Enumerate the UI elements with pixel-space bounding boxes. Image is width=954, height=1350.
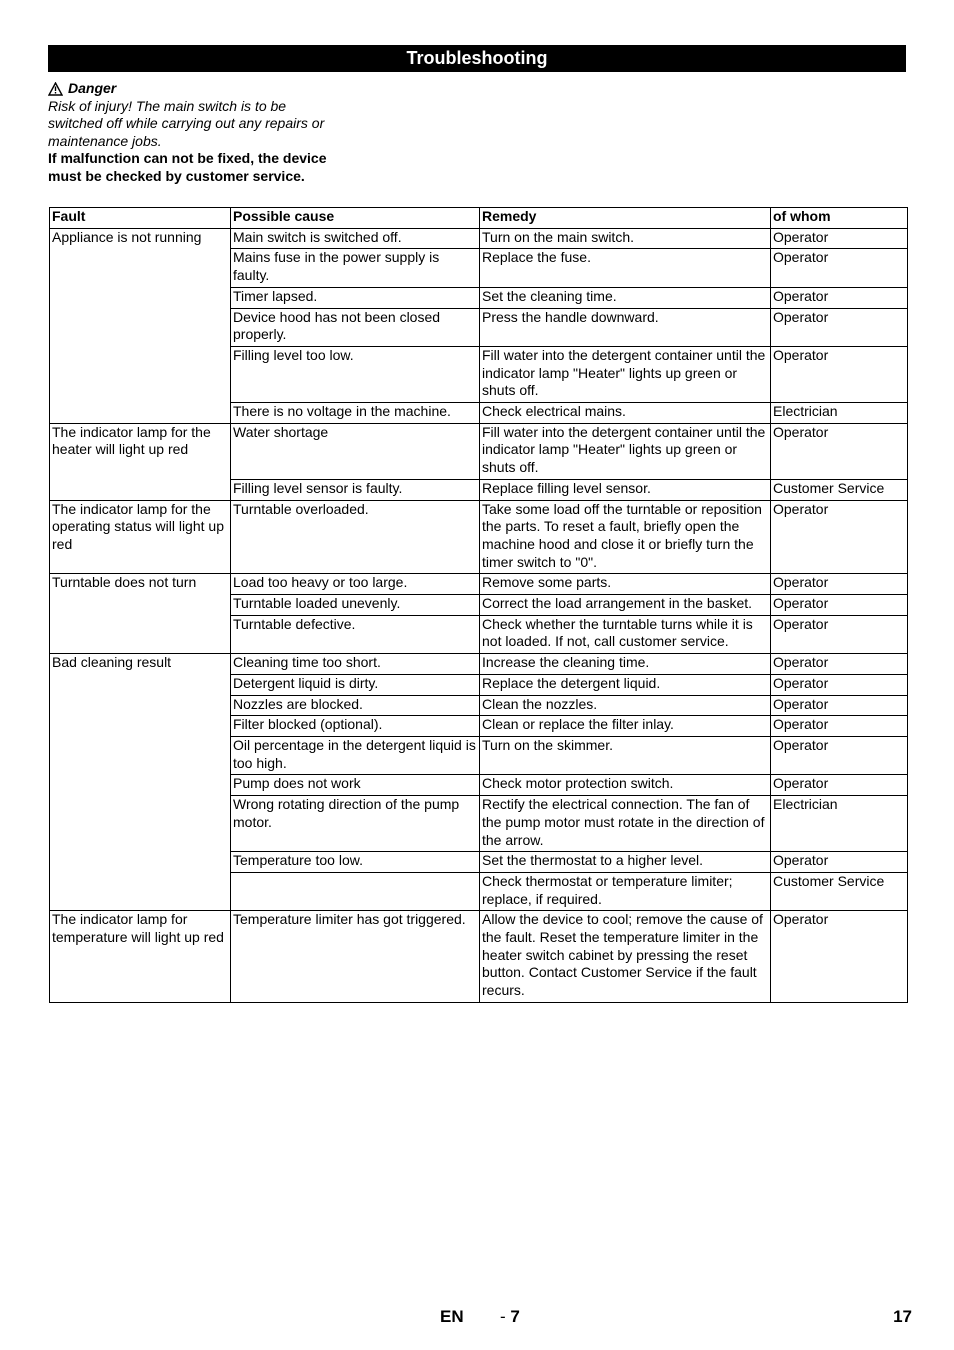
fault-cell: The indicator lamp for the operating status will light up red (50, 500, 231, 574)
cause-cell: Temperature limiter has got triggered. (231, 911, 480, 1003)
table-row (50, 423, 908, 479)
service-note: If malfunction can not be fixed, the device must be checked by customer service. (48, 150, 327, 184)
cause-cell: Temperature too low. (231, 852, 480, 873)
remedy-cell: Check motor protection switch. (480, 775, 771, 796)
who-cell: Operator (771, 574, 908, 595)
troubleshooting-table (49, 207, 908, 1003)
cause-cell: Device hood has not been closed properly. (231, 308, 480, 346)
remedy-cell: Allow the device to cool; remove the cause of the fault. Reset the temperature limiter in the heater switch cabinet by pressing the reset button. Contact Customer Service if the fault recurs. (480, 911, 771, 1003)
who-cell: Operator (771, 736, 908, 774)
cause-cell: Nozzles are blocked. (231, 695, 480, 716)
table-header-row (50, 208, 908, 229)
warning-triangle-icon (48, 82, 63, 96)
who-cell: Operator (771, 595, 908, 616)
who-cell: Operator (771, 716, 908, 737)
who-cell: Operator (771, 228, 908, 249)
remedy-cell: Rectify the electrical connection. The fan of the pump motor must rotate in the direction of the arrow. (480, 796, 771, 852)
cause-cell: Wrong rotating direction of the pump motor. (231, 796, 480, 852)
cause-cell: Detergent liquid is dirty. (231, 674, 480, 695)
cause-cell: Cleaning time too short. (231, 654, 480, 675)
remedy-cell: Check whether the turntable turns while it is not loaded. If not, call customer service. (480, 615, 771, 653)
who-cell: Operator (771, 249, 908, 287)
cause-cell: Filling level too low. (231, 346, 480, 402)
remedy-cell: Clean or replace the filter inlay. (480, 716, 771, 737)
danger-text: Risk of injury! The main switch is to be switched off while carrying out any repairs or maintenance jobs. (48, 97, 325, 149)
cause-cell: Timer lapsed. (231, 287, 480, 308)
remedy-cell: Turn on the skimmer. (480, 736, 771, 774)
danger-notice (48, 80, 338, 185)
table-row (50, 911, 908, 1003)
section-title: Troubleshooting (48, 45, 906, 72)
remedy-cell: Set the thermostat to a higher level. (480, 852, 771, 873)
who-cell: Operator (771, 674, 908, 695)
remedy-cell: Increase the cleaning time. (480, 654, 771, 675)
cause-cell (231, 872, 480, 910)
who-cell: Electrician (771, 403, 908, 424)
header-who: of whom (771, 208, 908, 229)
who-cell: Operator (771, 308, 908, 346)
cause-cell: Turntable loaded unevenly. (231, 595, 480, 616)
table-row (50, 574, 908, 595)
table-row (50, 500, 908, 574)
who-cell: Operator (771, 695, 908, 716)
who-cell: Customer Service (771, 872, 908, 910)
footer-page-sub-number: 7 (510, 1307, 520, 1326)
remedy-cell: Replace the fuse. (480, 249, 771, 287)
who-cell: Operator (771, 654, 908, 675)
who-cell: Operator (771, 615, 908, 653)
table-row (50, 228, 908, 249)
fault-cell: Turntable does not turn (50, 574, 231, 654)
footer-page-number: 17 (893, 1307, 912, 1326)
fault-cell: Appliance is not running (50, 228, 231, 423)
footer-dash: - (500, 1307, 506, 1326)
cause-cell: Filling level sensor is faulty. (231, 479, 480, 500)
cause-cell: Main switch is switched off. (231, 228, 480, 249)
remedy-cell: Replace the detergent liquid. (480, 674, 771, 695)
who-cell: Operator (771, 852, 908, 873)
remedy-cell: Turn on the main switch. (480, 228, 771, 249)
who-cell: Operator (771, 346, 908, 402)
footer-language: EN (440, 1307, 464, 1326)
cause-cell: There is no voltage in the machine. (231, 403, 480, 424)
remedy-cell: Check electrical mains. (480, 403, 771, 424)
remedy-cell: Fill water into the detergent container until the indicator lamp "Heater" lights up green or shuts off. (480, 423, 771, 479)
who-cell: Customer Service (771, 479, 908, 500)
danger-label: Danger (68, 80, 117, 96)
who-cell: Operator (771, 500, 908, 574)
header-fault: Fault (50, 208, 231, 229)
table-row (50, 654, 908, 675)
who-cell: Operator (771, 287, 908, 308)
cause-cell: Pump does not work (231, 775, 480, 796)
cause-cell: Water shortage (231, 423, 480, 479)
footer-page-sub (500, 1307, 520, 1327)
remedy-cell: Clean the nozzles. (480, 695, 771, 716)
cause-cell: Mains fuse in the power supply is faulty. (231, 249, 480, 287)
header-remedy: Remedy (480, 208, 771, 229)
cause-cell: Turntable defective. (231, 615, 480, 653)
remedy-cell: Press the handle downward. (480, 308, 771, 346)
who-cell: Operator (771, 423, 908, 479)
cause-cell: Load too heavy or too large. (231, 574, 480, 595)
cause-cell: Filter blocked (optional). (231, 716, 480, 737)
remedy-cell: Set the cleaning time. (480, 287, 771, 308)
danger-heading (48, 80, 338, 98)
who-cell: Operator (771, 775, 908, 796)
who-cell: Electrician (771, 796, 908, 852)
remedy-cell: Check thermostat or temperature limiter; replace, if required. (480, 872, 771, 910)
fault-cell: The indicator lamp for the heater will light up red (50, 423, 231, 500)
fault-cell: Bad cleaning result (50, 654, 231, 911)
who-cell: Operator (771, 911, 908, 1003)
remedy-cell: Replace filling level sensor. (480, 479, 771, 500)
remedy-cell: Fill water into the detergent container until the indicator lamp "Heater" lights up green or shuts off. (480, 346, 771, 402)
remedy-cell: Remove some parts. (480, 574, 771, 595)
header-cause: Possible cause (231, 208, 480, 229)
cause-cell: Turntable overloaded. (231, 500, 480, 574)
cause-cell: Oil percentage in the detergent liquid is too high. (231, 736, 480, 774)
remedy-cell: Take some load off the turntable or reposition the parts. To reset a fault, briefly open the machine hood and close it or briefly turn the timer switch to "0". (480, 500, 771, 574)
fault-cell: The indicator lamp for temperature will light up red (50, 911, 231, 1003)
remedy-cell: Correct the load arrangement in the basket. (480, 595, 771, 616)
